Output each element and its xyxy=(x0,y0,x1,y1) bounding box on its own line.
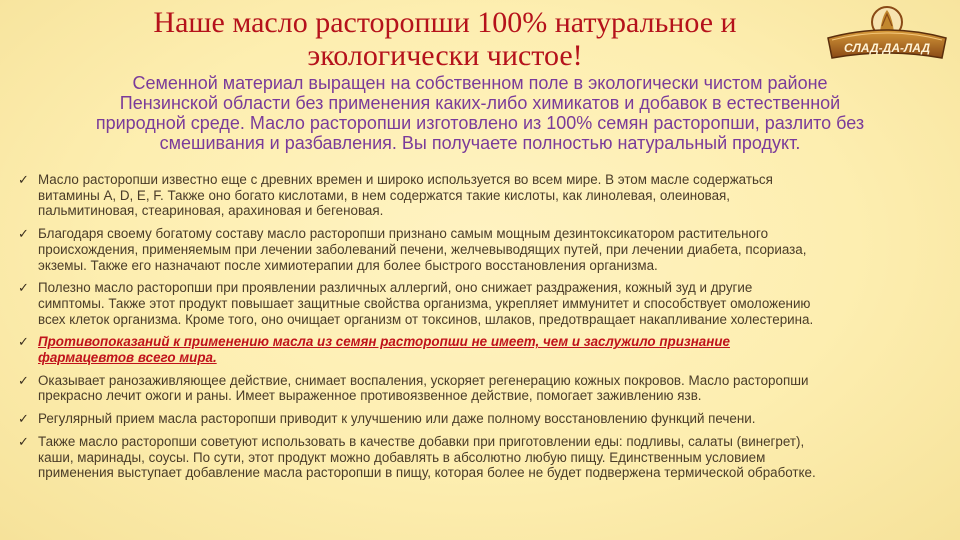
list-item-text xyxy=(38,334,944,365)
text-line: фармацевтов всего мира. xyxy=(38,350,217,366)
logo-graphic xyxy=(820,4,954,68)
text-line: каши, маринады, соусы. По сути, этот продукт можно добавлять в абсолютно любую пищу. Единственным условием xyxy=(38,449,766,465)
text-line: всех клеток организма. Кроме того, оно очищает организм от токсинов, шлаков, предотвращает накапливание холестерина. xyxy=(38,311,814,327)
text-line: Полезно масло расторопши при проявлении различных аллергий, оно снижает раздражения, кожный зуд и другие xyxy=(38,280,753,296)
text-line: применения выступает добавление масла расторопши в пищу, которая более не будет подвержена термической обработке. xyxy=(38,465,816,481)
text-line: Также масло расторопши советуют использовать в качестве добавки при приготовлении еды: подливы, салаты (винегрет), xyxy=(38,433,805,449)
text-line: симптомы. Также этот продукт повышает защитные свойства организма, укрепляет иммунитет и способствует омоложению xyxy=(38,295,811,311)
text-line: Противопоказаний к применению масла из семян расторопши не имеет, чем и заслужило признание xyxy=(38,334,730,350)
checkmark-icon: ✓ xyxy=(18,372,29,388)
list-item xyxy=(16,411,944,427)
brand-logo xyxy=(820,4,954,68)
text-line: Оказывает ранозаживляющее действие, снимает воспаления, ускоряет регенерацию кожных покровов. Масло расторопши xyxy=(38,372,809,388)
list-item-text xyxy=(38,373,944,404)
list-item-text xyxy=(38,434,944,481)
intro-line: смешивания и разбавления. Вы получаете полностью натуральный продукт. xyxy=(159,133,801,153)
intro-line: Семенной материал выращен на собственном поле в экологически чистом районе xyxy=(132,73,828,93)
checkmark-icon: ✓ xyxy=(18,280,29,296)
list-item xyxy=(16,373,944,404)
list-item-text xyxy=(38,411,944,427)
list-item-text xyxy=(38,172,944,219)
contraindication-item xyxy=(16,334,944,365)
text-line: Регулярный прием масла расторопши приводит к улучшению или даже полному восстановлению функций печени. xyxy=(38,411,756,427)
list-item xyxy=(16,280,944,327)
benefits-list xyxy=(16,172,944,488)
text-line: пальмитиновая, стеариновая, арахиновая и бегеновая. xyxy=(38,203,384,219)
intro-line: природной среде. Масло расторопши изготовлено из 100% семян расторопши, разлито без xyxy=(95,113,865,133)
checkmark-icon: ✓ xyxy=(18,433,29,449)
title-line-1: Наше масло расторопши 100% натуральное и xyxy=(153,6,737,39)
list-item-text xyxy=(38,280,944,327)
text-line: витамины A, D, E, F. Также оно богато кислотами, в нем содержатся такие кислоты, как линолевая, олеиновая, xyxy=(38,187,731,203)
checkmark-icon: ✓ xyxy=(18,334,29,350)
list-item xyxy=(16,226,944,273)
text-line: происхождения, применяемым при лечении заболеваний печени, желчевыводящих путей, при лечении диабета, псориаза, xyxy=(38,241,807,257)
logo-text: СЛАД-ДА-ЛАД xyxy=(843,41,931,55)
text-line: экземы. Также его назначают после химиотерапии для более быстрого восстановления организма. xyxy=(38,257,658,273)
intro-line: Пензинской области без применения каких-либо химикатов и добавок в естественной xyxy=(119,93,841,113)
text-line: прекрасно лечит ожоги и раны. Имеет выраженное противоязвенное действие, помогает заживлению язв. xyxy=(38,388,702,404)
list-item-text xyxy=(38,226,944,273)
checkmark-icon: ✓ xyxy=(18,411,29,427)
list-item xyxy=(16,172,944,219)
list-item xyxy=(16,434,944,481)
checkmark-icon: ✓ xyxy=(18,172,29,187)
checkmark-icon: ✓ xyxy=(18,226,29,242)
text-line: Масло расторопши известно еще с древних времен и широко используется во всем мире. В этом масле содержаться xyxy=(38,172,773,187)
title-line-2: экологически чистое! xyxy=(307,39,583,72)
slide-title xyxy=(60,6,830,72)
intro-paragraph xyxy=(30,73,930,153)
text-line: Благодаря своему богатому составу масло расторопши признано самым мощным дезинтоксикатором растительного xyxy=(38,226,769,242)
